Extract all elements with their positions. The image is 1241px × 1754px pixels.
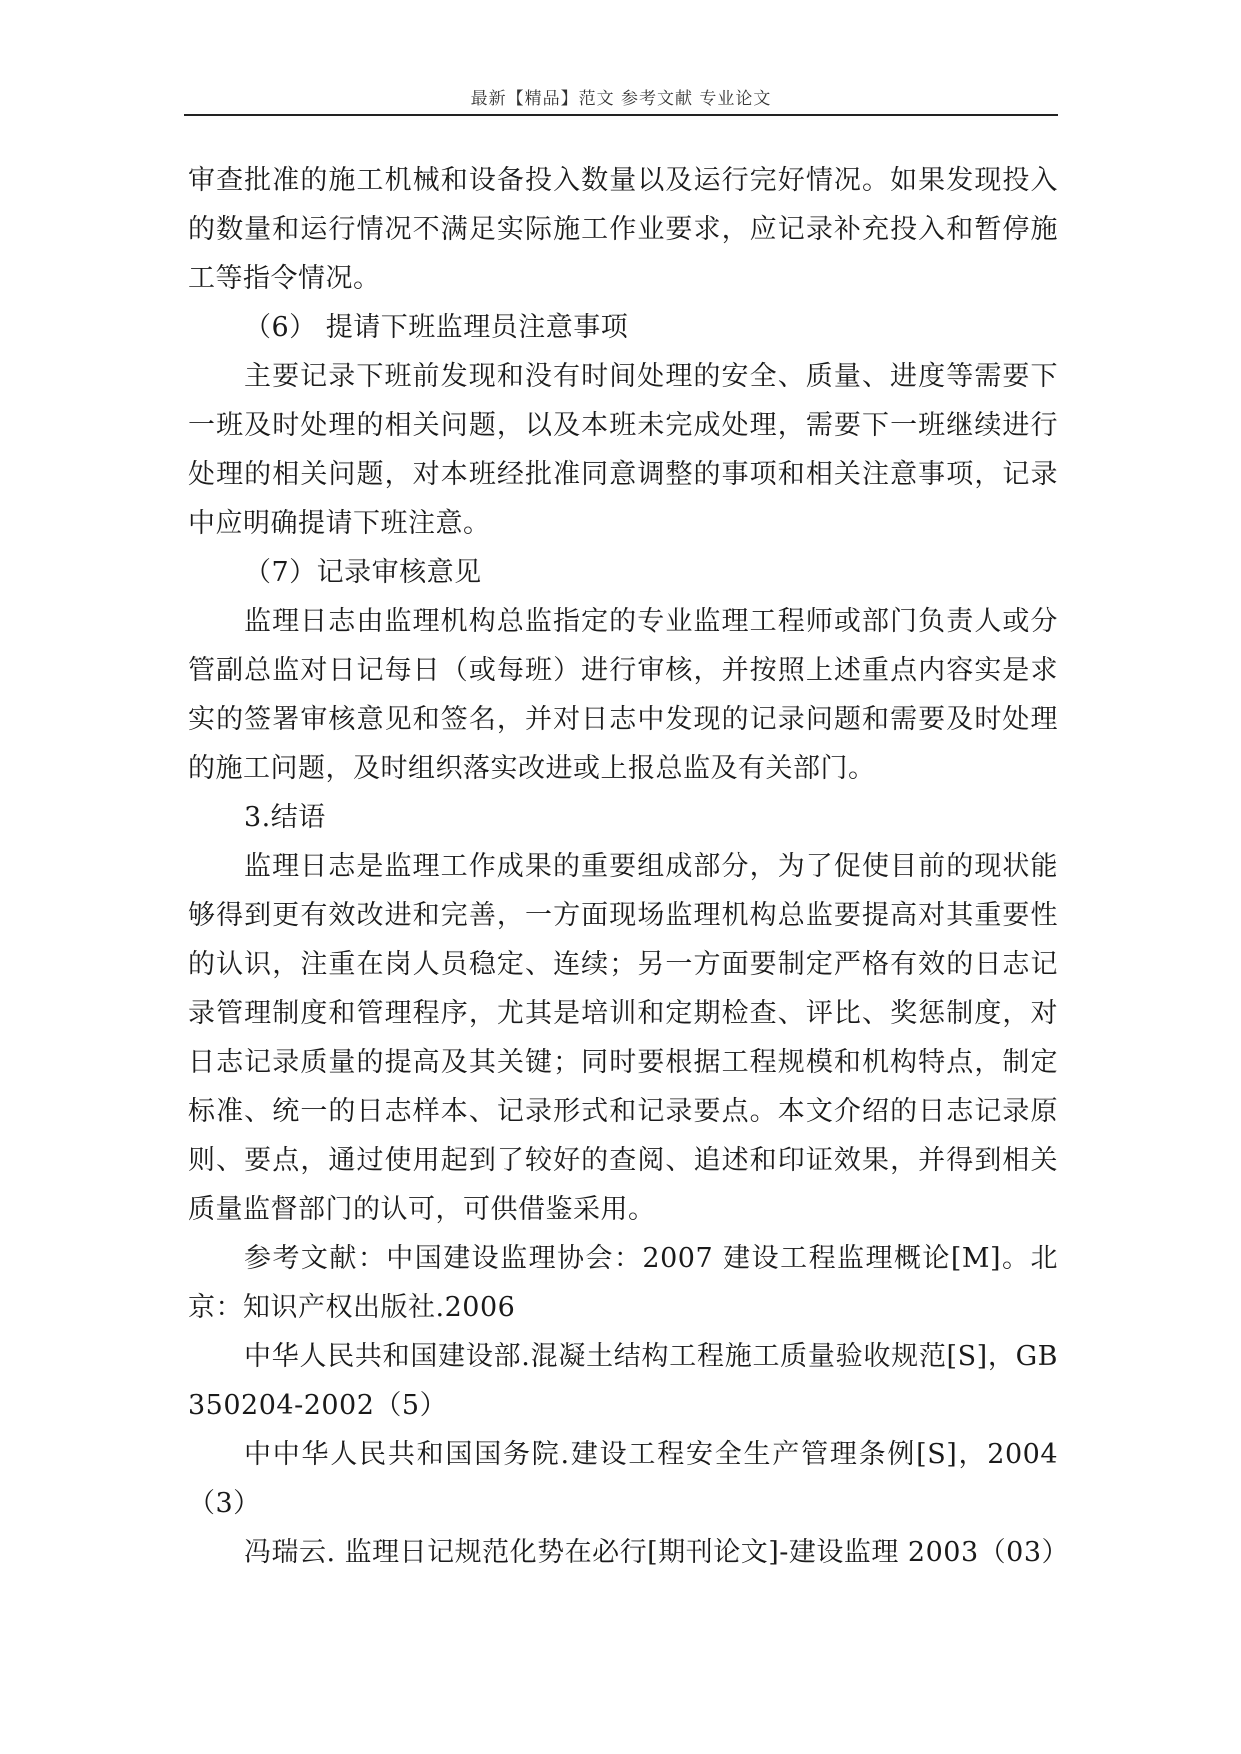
paragraph-handover-notes: 主要记录下班前发现和没有时间处理的安全、质量、进度等需要下一班及时处理的相关问题，以及本班未完成处理，需要下一班继续进行处理的相关问题，对本班经批准同意调整的事项和相关注意事项，记录中应明确提请下班注意。 (188, 361, 1058, 539)
paragraph-review-opinion: 监理日志由监理机构总监指定的专业监理工程师或部门负责人或分管副总监对日记每日（或每班）进行审核，并按照上述重点内容实是求实的签署审核意见和签名，并对日志中发现的记录问题和需要及时处理的施工问题，及时组织落实改进或上报总监及有关部门。 (188, 606, 1058, 784)
section-heading-conclusion: 3.结语 (244, 802, 326, 833)
paragraph-conclusion: 监理日志是监理工作成果的重要组成部分，为了促使目前的现状能够得到更有效改进和完善，一方面现场监理机构总监要提高对其重要性的认识，注重在岗人员稳定、连续；另一方面要制定严格有效的日志记录管理制度和管理程序，尤其是培训和定期检查、评比、奖惩制度，对日志记录质量的提高及其关键；同时要根据工程规模和机构特点，制定标准、统一的日志样本、记录形式和记录要点。本文介绍的日志记录原则、要点，通过使用起到了较好的查阅、追述和印证效果，并得到相关质量监督部门的认可，可供借鉴采用。 (188, 851, 1058, 1225)
section-heading-7: （7）记录审核意见 (244, 557, 482, 588)
header-rule (184, 114, 1058, 116)
reference-item-4: 冯瑞云. 监理日记规范化势在必行[期刊论文]-建设监理 2003（03） (244, 1537, 1070, 1568)
document-body (188, 156, 1070, 1577)
paragraph-continuation: 审查批准的施工机械和设备投入数量以及运行完好情况。如果发现投入的数量和运行情况不满足实际施工作业要求，应记录补充投入和暂停施工等指令情况。 (188, 165, 1058, 294)
section-heading-6: （6） 提请下班监理员注意事项 (244, 312, 629, 343)
reference-item-1: 参考文献：中国建设监理协会：2007 建设工程监理概论[M]。北京：知识产权出版社.2006 (188, 1243, 1058, 1323)
reference-item-2: 中华人民共和国建设部.混凝土结构工程施工质量验收规范[S]，GB350204-2002（5） (188, 1341, 1058, 1421)
reference-item-3: 中中华人民共和国国务院.建设工程安全生产管理条例[S]，2004（3） (188, 1439, 1058, 1519)
page-header: 最新【精品】范文 参考文献 专业论文 (470, 89, 772, 109)
